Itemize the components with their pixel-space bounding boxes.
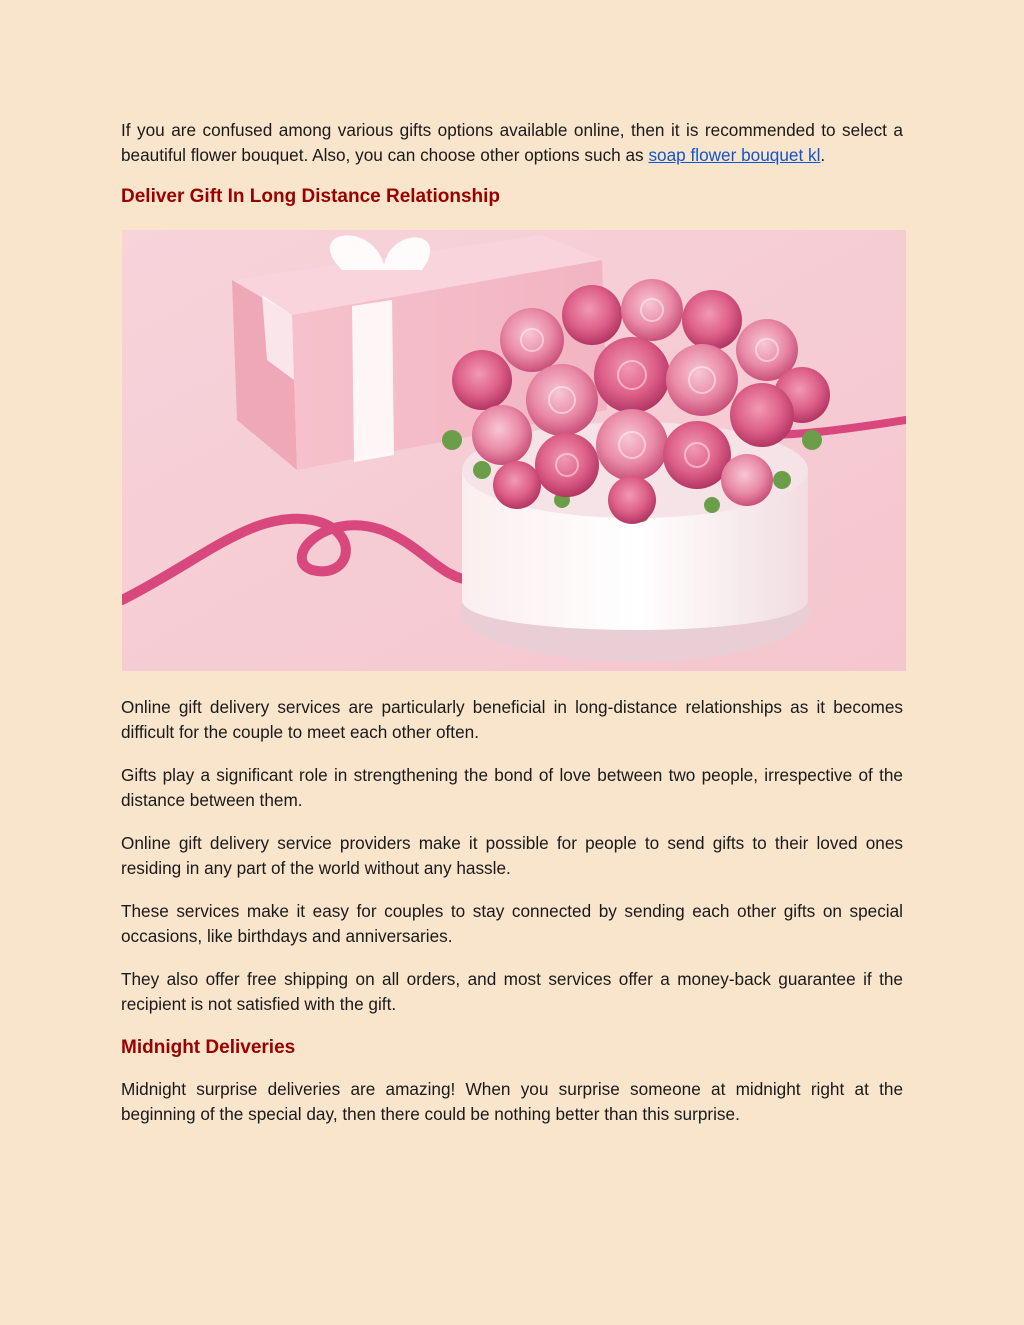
body-paragraph: Midnight surprise deliveries are amazing! When you surprise someone at midnight right at the beginning of the special day, then there could be nothing better than this surprise. (121, 1079, 903, 1124)
intro-text: If you are confused among various gifts options available online, then it is recommended to select a beautiful flower bouquet. Also, you can choose other options such as (121, 120, 903, 165)
body-paragraph: Online gift delivery service providers make it possible for people to send gifts to their loved ones residing in any part of the world without any hassle. (121, 833, 903, 878)
document-page (121, 118, 903, 1145)
body-paragraph: They also offer free shipping on all orders, and most services offer a money-back guarantee if the recipient is not satisfied with the gift. (121, 969, 903, 1014)
gift-box-ribbon-vertical (352, 300, 394, 462)
section-heading-midnight: Midnight Deliveries (121, 1037, 296, 1058)
gift-box-bouquet-photo (122, 230, 906, 671)
body-paragraph: Online gift delivery services are particularly beneficial in long-distance relationships as it becomes difficult for the couple to meet each other often. (121, 697, 903, 742)
body-paragraph: These services make it easy for couples to stay connected by sending each other gifts on special occasions, like birthdays and anniversaries. (121, 901, 903, 946)
intro-text-end: . (820, 145, 826, 165)
body-paragraph: Gifts play a significant role in strengthening the bond of love between two people, irrespective of the distance between them. (121, 765, 903, 810)
section-heading-long-distance: Deliver Gift In Long Distance Relationship (121, 186, 500, 207)
soap-flower-bouquet-link[interactable]: soap flower bouquet kl (648, 145, 821, 165)
intro-paragraph (121, 118, 903, 168)
